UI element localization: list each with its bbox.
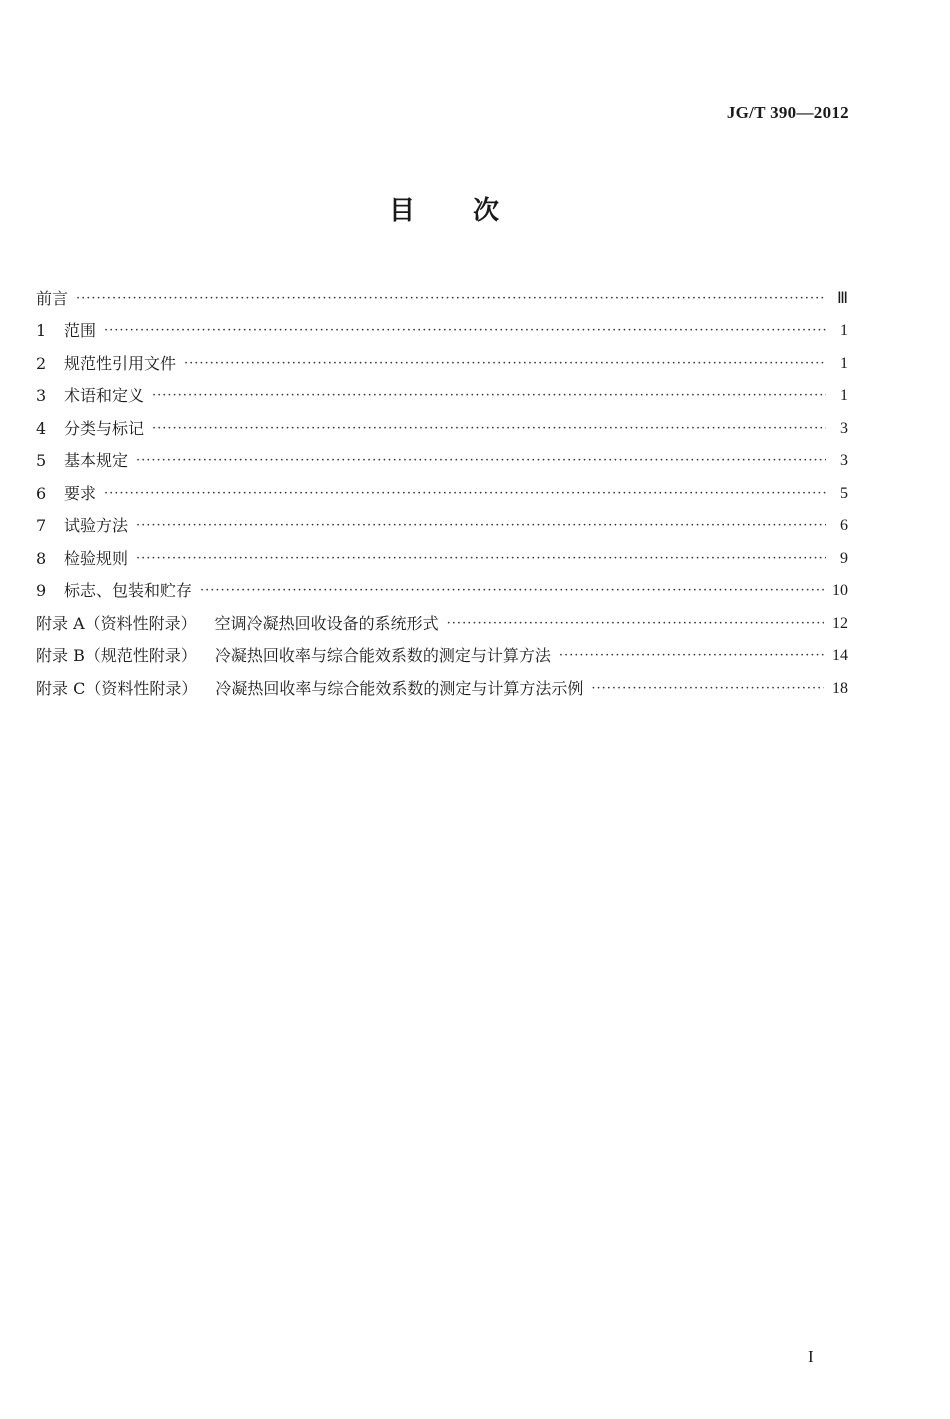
toc-entry-number: 8 — [36, 548, 47, 568]
toc-leader-dots — [136, 451, 826, 471]
toc-appendix-label — [36, 679, 583, 699]
toc-appendix-tag: 附录 B（规范性附录） — [36, 646, 197, 665]
toc-entry-preface[interactable] — [36, 276, 848, 309]
toc-leader-dots — [152, 386, 826, 406]
toc-leader-dots — [136, 549, 826, 569]
toc-entry-number: 1 — [36, 321, 47, 340]
toc-entry-page: 9 — [840, 549, 848, 567]
toc-leader-dots — [447, 614, 824, 634]
toc-entry-3[interactable] — [36, 374, 848, 407]
toc-entry-number: 7 — [36, 516, 47, 535]
toc-leader-dots — [152, 419, 826, 439]
toc-list — [36, 276, 848, 699]
toc-leader-dots — [591, 679, 824, 699]
toc-entry-6[interactable] — [36, 471, 848, 504]
toc-entry-page: Ⅲ — [836, 289, 848, 307]
toc-entry-title: 分类与标记 — [64, 418, 145, 438]
toc-entry-page: 6 — [840, 517, 848, 534]
toc-leader-dots — [104, 484, 826, 504]
toc-entry-page: 1 — [840, 322, 848, 339]
toc-entry-number: 9 — [36, 581, 47, 600]
toc-entry-page: 10 — [832, 582, 848, 599]
toc-entry-title: 要求 — [64, 483, 97, 503]
toc-entry-4[interactable] — [36, 406, 848, 439]
toc-entry-5[interactable] — [36, 439, 848, 472]
toc-entry-page: 18 — [832, 679, 848, 697]
toc-entry-page: 1 — [840, 387, 848, 404]
toc-appendix-b[interactable] — [36, 634, 848, 667]
toc-entry-number: 5 — [36, 451, 47, 470]
toc-entry-page: 3 — [840, 419, 848, 437]
toc-entry-title: 标志、包装和贮存 — [64, 581, 193, 600]
toc-entry-page: 14 — [832, 647, 848, 664]
toc-appendix-label — [36, 646, 551, 666]
toc-appendix-c[interactable] — [36, 666, 848, 699]
toc-appendix-title: 冷凝热回收率与综合能效系数的测定与计算方法 — [214, 646, 551, 665]
toc-entry-number: 6 — [36, 483, 47, 503]
toc-appendix-title: 空调冷凝热回收设备的系统形式 — [214, 613, 439, 633]
toc-appendix-label — [36, 614, 439, 634]
toc-entry-title: 基本规定 — [64, 451, 129, 470]
toc-title-char-1: 目 — [388, 196, 415, 226]
toc-entry-title: 试验方法 — [64, 516, 129, 535]
toc-appendix-tag: 附录 C（资料性附录） — [36, 678, 198, 698]
toc-entry-title: 规范性引用文件 — [64, 353, 177, 373]
toc-entry-2[interactable] — [36, 341, 848, 374]
standard-code: JG/T 390—2012 — [726, 103, 849, 122]
toc-entry-title: 前言 — [36, 288, 69, 308]
toc-entry-1[interactable] — [36, 309, 848, 342]
toc-title — [0, 190, 888, 227]
toc-leader-dots — [184, 354, 826, 374]
toc-entry-number: 4 — [36, 418, 47, 438]
toc-entry-title: 范围 — [64, 321, 97, 340]
toc-entry-page: 12 — [832, 614, 848, 632]
toc-appendix-title: 冷凝热回收率与综合能效系数的测定与计算方法示例 — [215, 678, 584, 698]
toc-entry-page: 1 — [840, 354, 848, 372]
toc-appendix-tag: 附录 A（资料性附录） — [36, 613, 197, 633]
toc-entry-7[interactable] — [36, 504, 848, 537]
toc-leader-dots — [200, 581, 824, 601]
toc-entry-title: 术语和定义 — [64, 386, 145, 405]
toc-entry-page: 5 — [840, 484, 848, 502]
toc-entry-page: 3 — [840, 452, 848, 469]
toc-entry-8[interactable] — [36, 536, 848, 569]
toc-entry-title: 检验规则 — [64, 548, 129, 568]
toc-entry-9[interactable] — [36, 569, 848, 602]
toc-entry-number: 3 — [36, 386, 47, 405]
toc-appendix-a[interactable] — [36, 601, 848, 634]
page-number: I — [808, 1347, 814, 1366]
toc-leader-dots — [76, 289, 826, 309]
toc-title-char-2: 次 — [473, 196, 500, 226]
toc-leader-dots — [559, 646, 824, 666]
toc-entry-number: 2 — [36, 353, 47, 373]
toc-leader-dots — [136, 516, 826, 536]
toc-leader-dots — [104, 321, 826, 341]
